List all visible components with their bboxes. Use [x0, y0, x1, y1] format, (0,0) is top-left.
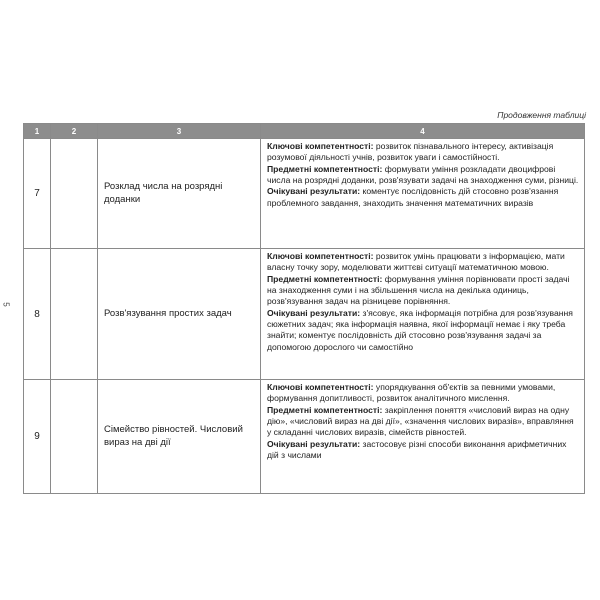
section-text: коментує послідовність дій стосовно розв'язання проблемного завдання, знаходить значення математичних виразів	[267, 186, 559, 208]
row-number: 9	[24, 380, 51, 494]
section-text: з'ясовує, яка інформація потрібна для розв'язування сюжетних задач; яка інформація наявна, якої інформації немає і яку треба знайти; коментує послідовність дій стосовно розв'язування задачі за допомогою дорослого чи самостійно	[267, 307, 573, 352]
column-header-4: 4	[261, 124, 585, 139]
expected-results	[267, 308, 580, 353]
key-competencies	[267, 382, 580, 405]
section-label: Предметні компетентності:	[267, 163, 383, 174]
table-row	[24, 249, 585, 380]
empty-cell	[51, 139, 98, 249]
section-label: Предметні компетентності:	[267, 404, 383, 415]
section-label: Очікувані результати:	[267, 438, 361, 449]
section-text: застосовує різні способи виконання арифметичних дій з числами	[267, 438, 567, 461]
key-competencies	[267, 251, 580, 274]
expected-results	[267, 186, 580, 209]
competencies-cell	[261, 139, 585, 249]
row-number: 8	[24, 249, 51, 380]
competencies-cell	[261, 249, 585, 380]
empty-cell	[51, 380, 98, 494]
side-page-number: 5	[1, 302, 11, 307]
section-text: формувати уміння розкладати двоцифрові числа на розрядні доданки, розв'язувати задачі на знаходження суми, різниці.	[267, 163, 579, 186]
empty-cell	[51, 249, 98, 380]
table-row	[24, 380, 585, 494]
expected-results	[267, 439, 580, 462]
table-header-row	[24, 124, 585, 139]
table-continuation-label: Продовження таблиці	[497, 110, 586, 120]
section-text: розвиток умінь працювати з інформацією, мати власну точку зору, моделювати життєві ситуації математичною мовою.	[267, 251, 565, 273]
section-text: розвиток пізнавального інтересу, активізація розумової діяльності учнів, розвиток уваги і самостійності.	[267, 141, 554, 163]
column-header-2: 2	[51, 124, 98, 139]
subject-competencies	[267, 164, 580, 187]
section-label: Предметні компетентності:	[267, 273, 383, 284]
subject-competencies	[267, 405, 580, 439]
section-label: Очікувані результати:	[267, 186, 361, 197]
lesson-topic: Сімейство рівностей. Числовий вираз на дві дії	[98, 380, 261, 494]
competencies-cell	[261, 380, 585, 494]
competencies-table	[23, 123, 585, 494]
table-row	[24, 139, 585, 249]
lesson-topic: Розв'язування простих задач	[98, 249, 261, 380]
lesson-topic: Розклад числа на розрядні доданки	[98, 139, 261, 249]
subject-competencies	[267, 274, 580, 308]
section-text: упорядкування об'єктів за певними умовами, формування допитливості, розвиток аналітичного мислення.	[267, 382, 556, 404]
section-text: формування уміння порівнювати прості задачі на знаходження суми і на збільшення числа на декілька одиниць, розв'язування задач на різницеве порівняння.	[267, 273, 570, 307]
section-label: Очікувані результати:	[267, 307, 361, 318]
row-number: 7	[24, 139, 51, 249]
section-label: Ключові компетентності:	[267, 251, 374, 261]
section-label: Ключові компетентності:	[267, 382, 374, 392]
key-competencies	[267, 141, 580, 164]
section-label: Ключові компетентності:	[267, 141, 374, 151]
column-header-3: 3	[98, 124, 261, 139]
section-text: закріплення поняття «числовий вираз на одну дію», «числовий вираз на дві дії», «значення числових виразів», вправляння у складанні числових виразів, сімейств рівностей.	[267, 404, 574, 438]
column-header-1: 1	[24, 124, 51, 139]
